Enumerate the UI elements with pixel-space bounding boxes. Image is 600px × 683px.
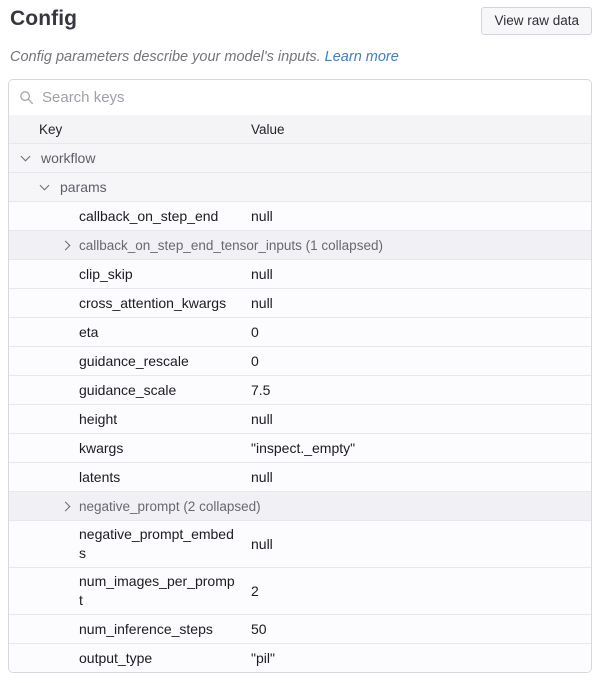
row-key: eta (79, 323, 99, 340)
row-key-cell (9, 348, 251, 375)
row-key: negative_prompt (2 collapsed) (79, 498, 261, 514)
chevron-right-icon[interactable] (60, 242, 79, 249)
row-key: num_images_per_prompt (79, 573, 235, 609)
row-value: null (251, 265, 273, 282)
search-icon (19, 90, 34, 105)
search-input[interactable] (42, 80, 581, 115)
indent-spacer (9, 187, 41, 188)
row-key: height (79, 410, 118, 427)
table-row (9, 404, 591, 433)
value-column-header: Value (251, 121, 285, 137)
table-header (9, 115, 591, 143)
indent-spacer (9, 448, 60, 449)
chevron-right-icon[interactable] (60, 503, 79, 510)
table-row (9, 643, 591, 672)
row-key-cell (9, 145, 251, 172)
table-row (9, 614, 591, 643)
indent-spacer (9, 158, 22, 159)
row-key-cell (9, 319, 251, 346)
row-key: callback_on_step_end_tensor_inputs (1 collapsed) (79, 237, 383, 253)
row-key: negative_prompt_embeds (79, 526, 234, 562)
table-row (9, 346, 591, 375)
indent-spacer (9, 591, 60, 592)
page-title: Config (10, 7, 78, 30)
row-key: output_type (79, 649, 153, 666)
row-key-cell (9, 521, 251, 567)
row-key: kwargs (79, 439, 124, 456)
search-bar (9, 80, 591, 115)
row-key-cell (9, 174, 251, 201)
row-key: latents (79, 468, 121, 485)
row-key: clip_skip (79, 265, 133, 282)
indent-spacer (9, 544, 60, 545)
indent-spacer (9, 332, 60, 333)
table-row (9, 259, 591, 288)
row-value: 2 (251, 582, 259, 599)
row-key: guidance_scale (79, 381, 177, 398)
indent-spacer (9, 390, 60, 391)
table-row (9, 317, 591, 346)
indent-spacer (9, 274, 60, 275)
table-row (9, 288, 591, 317)
row-value: 7.5 (251, 381, 271, 398)
row-value: null (251, 468, 273, 485)
row-value: 0 (251, 323, 259, 340)
config-description (0, 35, 600, 65)
row-value: "pil" (251, 649, 275, 666)
table-row[interactable] (9, 491, 591, 520)
row-value: 50 (251, 620, 267, 637)
row-key-cell (9, 645, 251, 672)
table-row (9, 375, 591, 404)
row-key: guidance_rescale (79, 352, 189, 369)
row-key-cell (9, 290, 251, 317)
row-key-cell (9, 203, 251, 230)
indent-spacer (9, 216, 60, 217)
row-key-cell (9, 568, 251, 614)
row-value: 0 (251, 352, 259, 369)
indent-spacer (9, 477, 60, 478)
table-row[interactable] (9, 230, 591, 259)
row-key-cell (9, 493, 261, 520)
row-key-cell (9, 406, 251, 433)
row-value: null (251, 207, 273, 224)
indent-spacer (9, 658, 60, 659)
table-row (9, 462, 591, 491)
indent-spacer (9, 245, 60, 246)
view-raw-data-button[interactable]: View raw data (481, 7, 592, 35)
row-key: num_inference_steps (79, 620, 213, 637)
row-value: null (251, 410, 273, 427)
indent-spacer (9, 303, 60, 304)
learn-more-link[interactable]: Learn more (324, 49, 399, 66)
table-row (9, 201, 591, 230)
page-header (0, 0, 600, 35)
indent-spacer (9, 361, 60, 362)
config-panel (8, 79, 592, 673)
table-row (9, 520, 591, 567)
indent-spacer (9, 506, 60, 507)
row-key-cell (9, 261, 251, 288)
table-row (9, 567, 591, 614)
row-key-cell (9, 435, 251, 462)
chevron-down-icon[interactable] (22, 156, 41, 160)
row-value: null (251, 294, 273, 311)
config-tree (9, 143, 591, 672)
table-row[interactable] (9, 143, 591, 172)
indent-spacer (9, 419, 60, 420)
table-row (9, 433, 591, 462)
row-key-cell (9, 377, 251, 404)
chevron-down-icon[interactable] (41, 185, 60, 189)
table-row[interactable] (9, 172, 591, 201)
indent-spacer (9, 629, 60, 630)
key-column-header: Key (39, 121, 63, 137)
row-key-cell (9, 464, 251, 491)
row-key-cell (9, 232, 383, 259)
row-key: callback_on_step_end (79, 207, 219, 224)
row-value: null (251, 535, 273, 552)
row-key: params (60, 178, 107, 195)
row-key: cross_attention_kwargs (79, 294, 227, 311)
row-value: "inspect._empty" (251, 439, 356, 456)
row-key: workflow (41, 149, 96, 166)
row-key-cell (9, 616, 251, 643)
config-description-text: Config parameters describe your model's inputs. (10, 49, 325, 66)
